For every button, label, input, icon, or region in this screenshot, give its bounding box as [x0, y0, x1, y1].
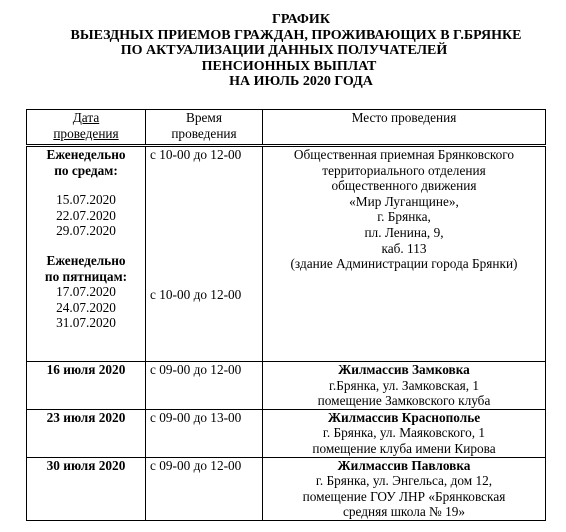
date-item: 31.07.2020	[56, 315, 116, 331]
time-cell: с 09-00 до 12-00	[146, 362, 263, 410]
date-item: 22.07.2020	[56, 207, 116, 223]
schedule-table	[26, 109, 546, 521]
place-cell: Жилмассив Павловка г. Брянка, ул. Энгельса, дом 12, помещение ГОУ ЛНР «Брянковская средняя школа № 19»	[263, 457, 546, 520]
document-title	[0, 12, 566, 90]
date-item: 29.07.2020	[56, 223, 116, 239]
title-line: ГРАФИК	[272, 12, 330, 27]
time-cell: с 09-00 до 12-00	[146, 457, 263, 520]
date-item: 15.07.2020	[56, 192, 116, 208]
header-place: Место проведения	[263, 110, 546, 146]
title-line: НА ИЮЛЬ 2020 ГОДА	[229, 74, 373, 90]
title-line: ПЕНСИОННЫХ ВЫПЛАТ	[201, 58, 377, 74]
header-date: Дата проведения	[27, 110, 146, 146]
header-time: Время проведения	[146, 110, 263, 146]
date-item: 24.07.2020	[56, 299, 116, 315]
date-cell: 23 июля 2020	[27, 409, 146, 457]
weekly-place-cell: Общественная приемная Брянковского территориального отделения общественного движения «Мир Луганщине», г. Брянка, пл. Ленина, 9, каб. 113 (здание Администрации города Брянки)	[263, 146, 546, 362]
place-cell: Жилмассив Краснополье г. Брянка, ул. Маяковского, 1 помещение клуба имени Кирова	[263, 409, 546, 457]
table-row	[27, 362, 546, 410]
weekly-dates-cell: Еженедельно по средам: 15.07.2020 22.07.2020 29.07.2020 Еженедельно по пятницам: 17.07.2020 24.07.2020 31.07.2020	[27, 146, 146, 362]
time-cell: с 09-00 до 13-00	[146, 409, 263, 457]
table-header-row	[27, 110, 546, 146]
weekly-time-cell: с 10-00 до 12-00 с 10-00 до 12-00	[146, 146, 263, 362]
date-item: 17.07.2020	[56, 284, 116, 300]
place-cell: Жилмассив Замковка г.Брянка, ул. Замковская, 1 помещение Замковского клуба	[263, 362, 546, 410]
table-row	[27, 409, 546, 457]
table-row	[27, 146, 546, 362]
title-line: ВЫЕЗДНЫХ ПРИЕМОВ ГРАЖДАН, ПРОЖИВАЮЩИХ В Г.БРЯНКЕ	[70, 27, 522, 43]
date-cell: 16 июля 2020	[27, 362, 146, 410]
title-line: ПО АКТУАЛИЗАЦИИ ДАННЫХ ПОЛУЧАТЕЛЕЙ	[120, 43, 448, 59]
table-row	[27, 457, 546, 520]
date-cell: 30 июля 2020	[27, 457, 146, 520]
